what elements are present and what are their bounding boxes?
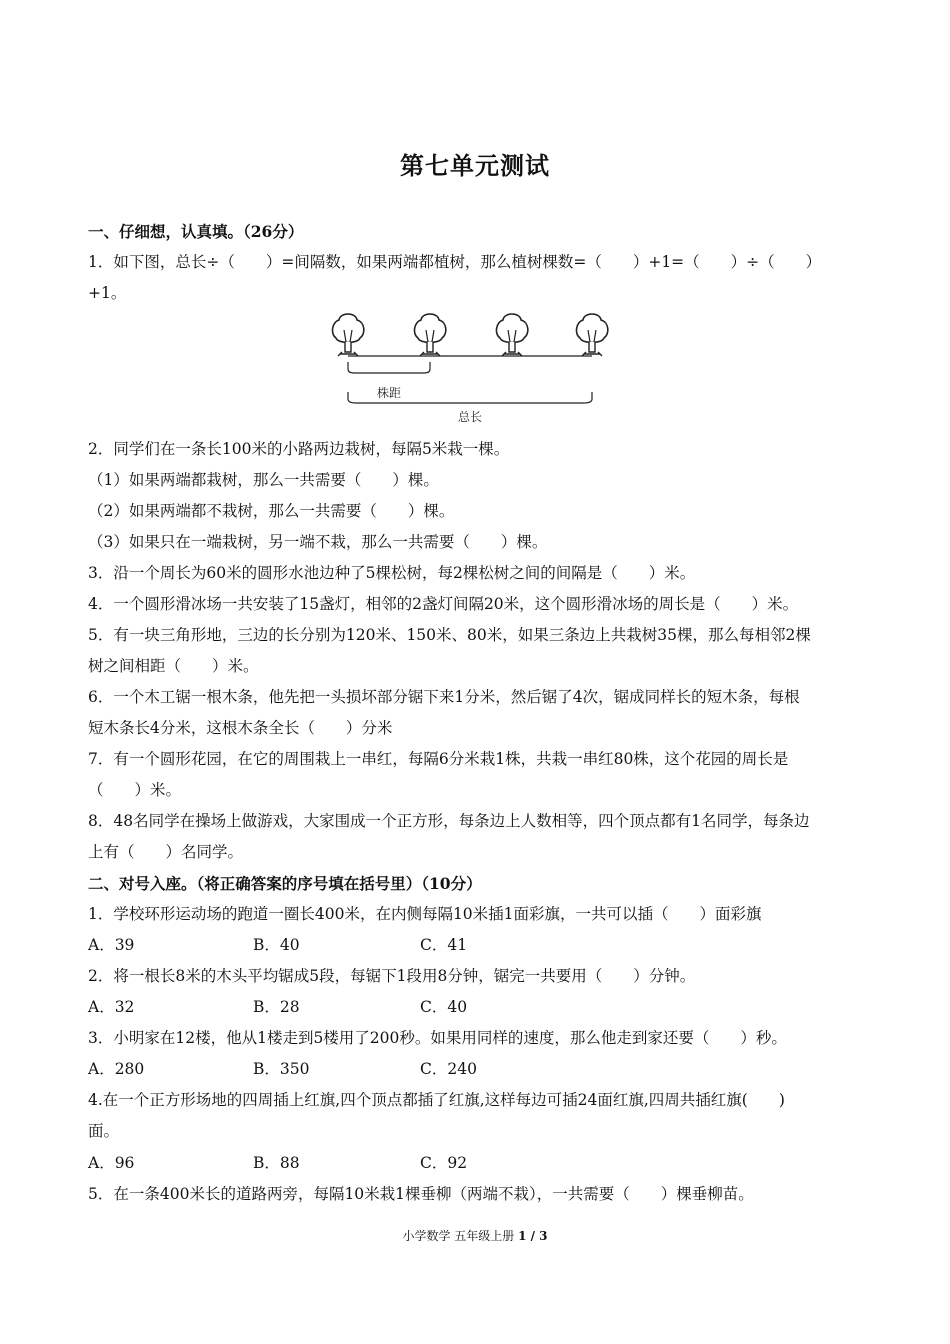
section2-heading: 二、对号入座。（将正确答案的序号填在括号里）（10分） xyxy=(88,874,482,893)
s2-q2-option-c: C．40 xyxy=(420,998,468,1016)
s2-q2-option-b: B．28 xyxy=(253,998,300,1016)
s1-q7-line2: （ ）米。 xyxy=(88,781,182,799)
page-number: 1 / 3 xyxy=(518,1229,548,1243)
s1-q4: 4．一个圆形滑冰场一共安装了15盏灯，相邻的2盏灯间隔20米，这个圆形滑冰场的周长是（ ）米。 xyxy=(88,595,799,613)
tree-icon xyxy=(496,314,527,356)
s2-q3-option-b: B．350 xyxy=(253,1060,310,1078)
s2-q4-option-b: B．88 xyxy=(253,1154,300,1172)
s1-q6-line1: 6．一个木工锯一根木条，他先把一头损坏部分锯下来1分米，然后锯了4次，锯成同样长的短木条，每根 xyxy=(88,688,800,706)
s1-q5-line2: 树之间相距（ ）米。 xyxy=(88,657,259,675)
s1-q1-line1: 1．如下图，总长÷（ ）=间隔数，如果两端都植树，那么植树棵数=（ ）+1=（ ）÷（ ） xyxy=(88,253,822,271)
s2-q3-stem: 3．小明家在12楼，他从1楼走到5楼用了200秒。如果用同样的速度，那么他走到家还要（ ）秒。 xyxy=(88,1029,787,1047)
footer-text: 小学数学 五年级上册 xyxy=(402,1229,519,1243)
s2-q1-option-a: A．39 xyxy=(88,936,135,954)
tree-icon xyxy=(576,314,607,356)
s2-q2-option-a: A．32 xyxy=(88,998,135,1016)
page-title: 第七单元测试 xyxy=(400,151,550,180)
s2-q4-option-c: C．92 xyxy=(420,1154,468,1172)
s1-q2-stem: 2．同学们在一条长100米的小路两边栽树，每隔5米栽一棵。 xyxy=(88,440,510,458)
s2-q4-option-a: A．96 xyxy=(88,1154,135,1172)
spacing-bracket xyxy=(348,362,430,373)
page-footer xyxy=(0,1227,950,1244)
s1-q7-line1: 7．有一个圆形花园，在它的周围栽上一串红，每隔6分米栽1株，共栽一串红80株，这个花园的周长是 xyxy=(88,750,789,768)
tree-spacing-figure xyxy=(330,312,610,427)
s1-q3: 3．沿一个周长为60米的圆形水池边种了5棵松树，每2棵松树之间的间隔是（ ）米。 xyxy=(88,564,696,582)
s1-q8-line1: 8．48名同学在操场上做游戏，大家围成一个正方形，每条边上人数相等，四个顶点都有1名同学，每条边 xyxy=(88,812,810,830)
s2-q3-option-c: C．240 xyxy=(420,1060,477,1078)
spacing-label: 株距 xyxy=(376,386,402,400)
s1-q2-sub1: （1）如果两端都栽树，那么一共需要（ ）棵。 xyxy=(88,471,439,489)
s2-q4-line2: 面。 xyxy=(88,1122,120,1140)
s2-q4-line1: 4.在一个正方形场地的四周插上红旗,四个顶点都插了红旗,这样每边可插24面红旗,四周共插红旗( ) xyxy=(88,1091,785,1109)
s1-q5-line1: 5．有一块三角形地，三边的长分别为120米、150米、80米，如果三条边上共栽树35棵，那么每相邻2棵 xyxy=(88,626,811,644)
tree-icon xyxy=(332,314,363,356)
s2-q1-stem: 1．学校环形运动场的跑道一圈长400米，在内侧每隔10米插1面彩旗，一共可以插（ ）面彩旗 xyxy=(88,905,762,923)
s1-q2-sub2: （2）如果两端都不栽树，那么一共需要（ ）棵。 xyxy=(88,502,455,520)
s2-q1-option-b: B．40 xyxy=(253,936,300,954)
s1-q2-sub3: （3）如果只在一端栽树，另一端不栽，那么一共需要（ ）棵。 xyxy=(88,533,548,551)
section1-heading: 一、仔细想，认真填。（26分） xyxy=(88,222,304,241)
s1-q8-line2: 上有（ ）名同学。 xyxy=(88,843,244,861)
s2-q3-option-a: A．280 xyxy=(88,1060,145,1078)
s2-q5-stem: 5．在一条400米长的道路两旁，每隔10米栽1棵垂柳（两端不栽），一共需要（ ）棵垂柳苗。 xyxy=(88,1185,754,1203)
total-label: 总长 xyxy=(457,410,483,424)
s2-q1-option-c: C．41 xyxy=(420,936,468,954)
tree-icon xyxy=(414,314,445,356)
s1-q6-line2: 短木条长4分米，这根木条全长（ ）分米 xyxy=(88,719,393,737)
s1-q1-line2: +1。 xyxy=(88,284,127,302)
s2-q2-stem: 2．将一根长8米的木头平均锯成5段，每锯下1段用8分钟，锯完一共要用（ ）分钟。 xyxy=(88,967,696,985)
